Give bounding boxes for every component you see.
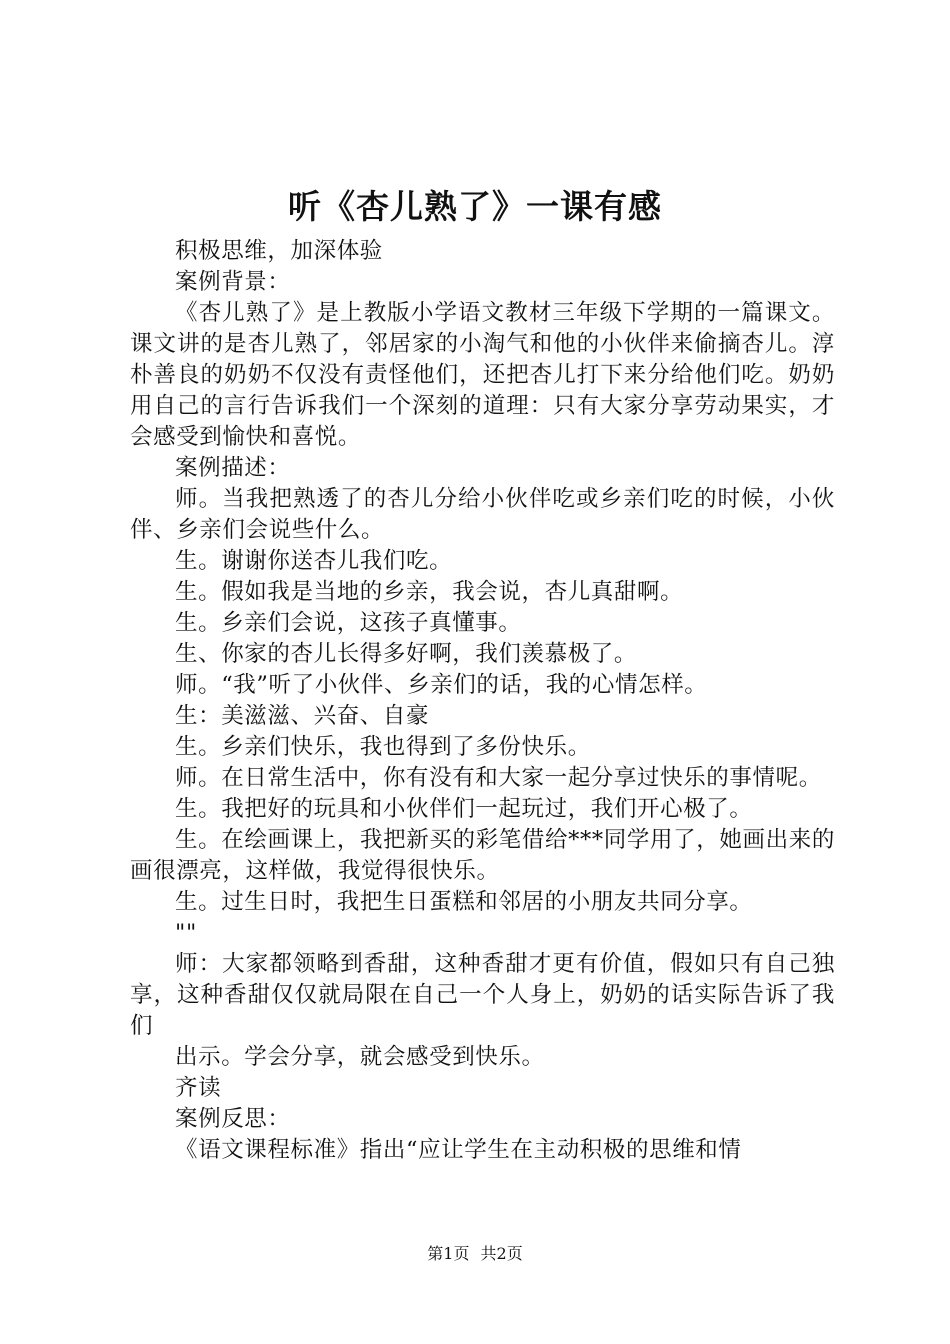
paragraph-dialogue: 生。我把好的玩具和小伙伴们一起玩过，我们开心极了。 — [175, 796, 753, 822]
page-total: 共2页 — [480, 1244, 523, 1263]
paragraph-dialogue: 生。乡亲们快乐，我也得到了多份快乐。 — [175, 734, 591, 760]
paragraph-dialogue: 生：美滋滋、兴奋、自豪 — [175, 703, 430, 729]
paragraph-background-text: 《杏儿熟了》是上教版小学语文教材三年级下学期的一篇课文。课文讲的是杏儿熟了，邻居家的小淘气和他的小伙伴来偷摘杏儿。淳朴善良的奶奶不仅没有责怪他们，还把杏儿打下来分给他们吃。奶奶用自己的言行告诉我们一个深刻的道理：只有大家分享劳动果实，才会感受到愉快和喜悦。 — [130, 300, 835, 450]
paragraph-dialogue: 出示。学会分享，就会感受到快乐。 — [175, 1044, 545, 1070]
paragraph-reflection-text: 《语文课程标准》指出“应让学生在主动积极的思维和情 — [175, 1137, 742, 1163]
paragraph-heading-background: 案例背景： — [175, 269, 291, 295]
paragraph-dialogue: 生。乡亲们会说，这孩子真懂事。 — [175, 610, 522, 636]
page-footer — [0, 1243, 950, 1265]
paragraph-dialogue: 齐读 — [175, 1075, 222, 1101]
paragraph-subtitle: 积极思维，加深体验 — [175, 238, 383, 264]
paragraph-dialogue: 生。过生日时，我把生日蛋糕和邻居的小朋友共同分享。 — [175, 889, 753, 915]
paragraph-quotes: "" — [175, 920, 197, 946]
paragraph-heading-description: 案例描述： — [175, 455, 291, 481]
paragraph-dialogue: 师。在日常生活中，你有没有和大家一起分享过快乐的事情呢。 — [175, 765, 822, 791]
paragraph-dialogue: 生。谢谢你送杏儿我们吃。 — [175, 548, 453, 574]
paragraph-dialogue: 师：大家都领略到香甜，这种香甜才更有价值，假如只有自己独享，这种香甜仅仅就局限在自己一个人身上，奶奶的话实际告诉了我们 — [130, 951, 835, 1039]
paragraph-dialogue: 生。在绘画课上，我把新买的彩笔借给***同学用了，她画出来的画很漂亮，这样做，我觉得很快乐。 — [130, 827, 835, 884]
paragraph-dialogue: 生。假如我是当地的乡亲，我会说，杏儿真甜啊。 — [175, 579, 684, 605]
page-number: 第1页 — [427, 1244, 470, 1263]
paragraph-dialogue: 师。“我”听了小伙伴、乡亲们的话，我的心情怎样。 — [175, 672, 708, 698]
paragraph-dialogue: 师。当我把熟透了的杏儿分给小伙伴吃或乡亲们吃的时候，小伙伴、乡亲们会说些什么。 — [130, 486, 835, 543]
paragraph-dialogue: 生、你家的杏儿长得多好啊，我们羡慕极了。 — [175, 641, 638, 667]
document-title: 听《杏儿熟了》一课有感 — [288, 187, 662, 226]
document-body — [130, 236, 835, 1166]
paragraph-heading-reflection: 案例反思： — [175, 1106, 291, 1132]
